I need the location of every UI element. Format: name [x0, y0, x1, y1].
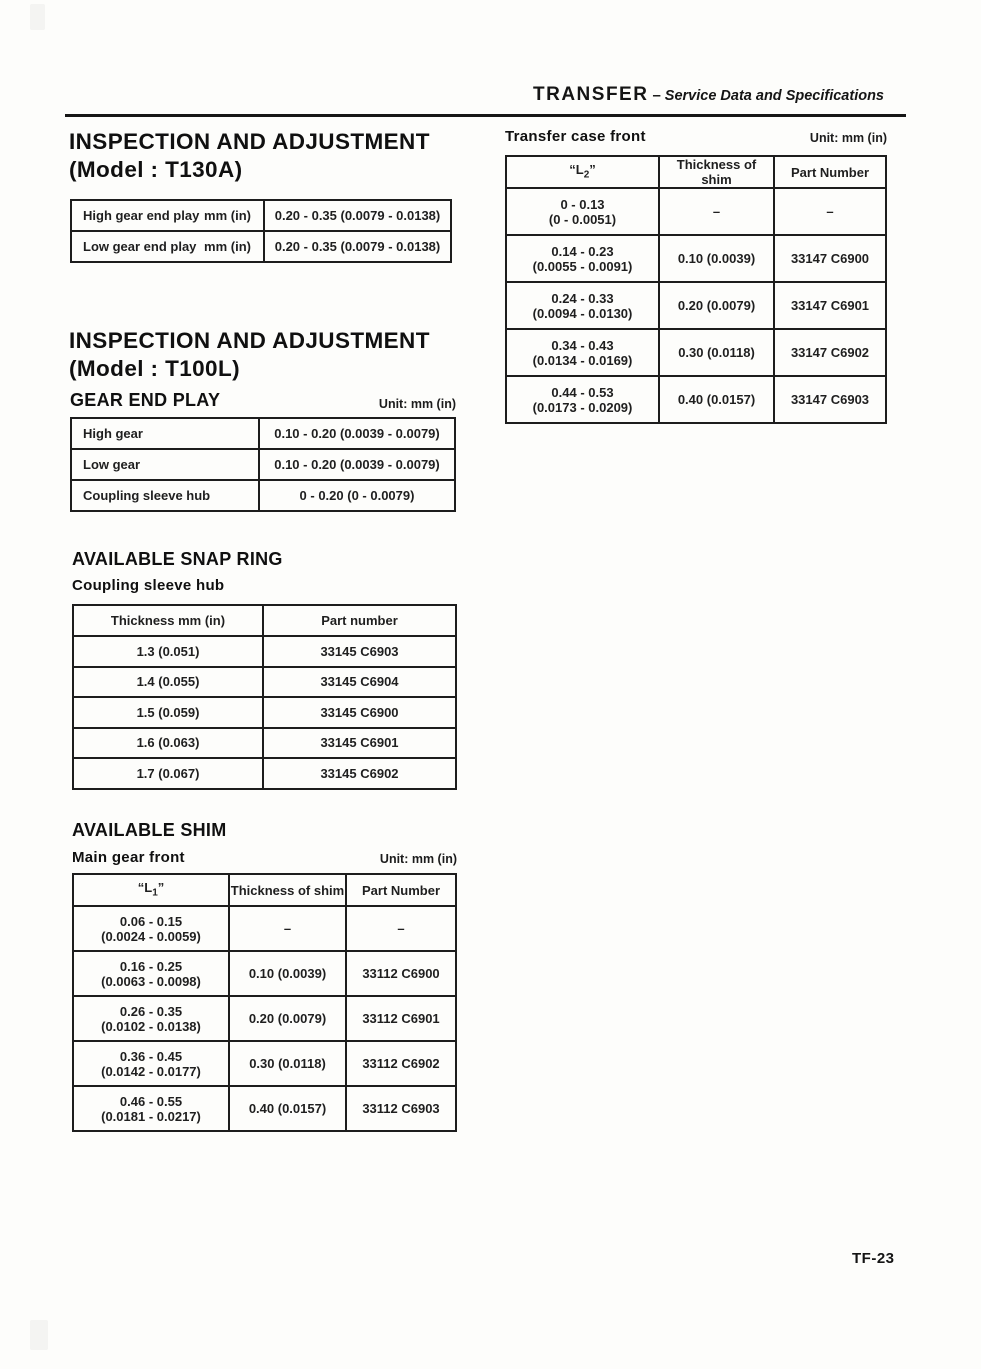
- cell-part: 33112 C6901: [346, 996, 456, 1041]
- column-header-thickness: Thickness of shim: [229, 874, 346, 906]
- snap-ring-subheading: Coupling sleeve hub: [72, 577, 225, 594]
- unit-label: Unit: mm (in): [809, 131, 887, 145]
- gear-end-play-header: [70, 390, 456, 411]
- cell-part: 33145 C6902: [263, 758, 456, 789]
- cell-part: 33112 C6902: [346, 1041, 456, 1086]
- t130a-end-play-table: [70, 199, 452, 263]
- table-header-row: [506, 156, 886, 188]
- table-row: [71, 418, 455, 449]
- section-heading-t130a: [69, 128, 469, 184]
- gear-end-play-heading: GEAR END PLAY: [70, 390, 221, 410]
- cell-part: 33112 C6900: [346, 951, 456, 996]
- snap-ring-table: [72, 604, 457, 790]
- page-header: [65, 84, 884, 106]
- table-row: [73, 697, 456, 728]
- snap-ring-heading: AVAILABLE SNAP RING: [72, 549, 283, 569]
- cell-range: 0.24 - 0.33 (0.0094 - 0.0130): [506, 282, 659, 329]
- header-title: TRANSFER: [533, 84, 649, 105]
- section-heading-line1: INSPECTION AND ADJUSTMENT: [69, 129, 430, 154]
- row-value: 0.20 - 0.35 (0.0079 - 0.0138): [264, 231, 451, 262]
- section-heading-line2: (Model : T100L): [69, 356, 241, 381]
- table-row: [71, 480, 455, 511]
- cell-part: 33147 C6901: [774, 282, 886, 329]
- cell-part: –: [774, 188, 886, 235]
- row-label: Coupling sleeve hub: [71, 480, 259, 511]
- table-header-row: [73, 874, 456, 906]
- cell-part: 33145 C6903: [263, 636, 456, 667]
- cell-range: 0.14 - 0.23 (0.0055 - 0.0091): [506, 235, 659, 282]
- cell-thickness: 1.3 (0.051): [73, 636, 263, 667]
- cell-thickness: 1.7 (0.067): [73, 758, 263, 789]
- table-row: [506, 235, 886, 282]
- table-row: [73, 1086, 456, 1131]
- cell-part: 33147 C6900: [774, 235, 886, 282]
- cell-range: 0.46 - 0.55 (0.0181 - 0.0217): [73, 1086, 229, 1131]
- row-label: Low gear end play: [83, 239, 197, 254]
- header-separator: –: [652, 87, 661, 104]
- cell-part: 33147 C6902: [774, 329, 886, 376]
- cell-thickness: 1.5 (0.059): [73, 697, 263, 728]
- transfer-case-front-header: [505, 128, 887, 145]
- cell-part: –: [346, 906, 456, 951]
- cell-thickness: 0.40 (0.0157): [229, 1086, 346, 1131]
- scan-artifact: [30, 4, 45, 30]
- table-row: [73, 906, 456, 951]
- cell-part: 33145 C6901: [263, 728, 456, 759]
- section-heading-line2: (Model : T130A): [69, 157, 243, 182]
- row-value: 0.20 - 0.35 (0.0079 - 0.0138): [264, 200, 451, 231]
- cell-range: 0.16 - 0.25 (0.0063 - 0.0098): [73, 951, 229, 996]
- column-header-part: Part Number: [774, 156, 886, 188]
- cell-range: 0 - 0.13 (0 - 0.0051): [506, 188, 659, 235]
- cell-thickness: 0.40 (0.0157): [659, 376, 774, 423]
- row-value: 0.10 - 0.20 (0.0039 - 0.0079): [259, 449, 455, 480]
- cell-range: 0.36 - 0.45 (0.0142 - 0.0177): [73, 1041, 229, 1086]
- shim-subheading: Main gear front: [72, 849, 185, 866]
- shim-heading: AVAILABLE SHIM: [72, 820, 227, 840]
- cell-thickness: 1.6 (0.063): [73, 728, 263, 759]
- row-value: 0.10 - 0.20 (0.0039 - 0.0079): [259, 418, 455, 449]
- cell-range: 0.34 - 0.43 (0.0134 - 0.0169): [506, 329, 659, 376]
- cell-part: 33112 C6903: [346, 1086, 456, 1131]
- cell-thickness: –: [659, 188, 774, 235]
- column-header-part: Part Number: [346, 874, 456, 906]
- cell-part: 33145 C6900: [263, 697, 456, 728]
- cell-thickness: 0.30 (0.0118): [229, 1041, 346, 1086]
- table-row: [71, 449, 455, 480]
- header-subtitle: Service Data and Specifications: [664, 88, 884, 104]
- table-row: [73, 951, 456, 996]
- table-row: [73, 1041, 456, 1086]
- column-header-thickness: Thickness mm (in): [73, 605, 263, 636]
- table-row: [73, 667, 456, 698]
- row-label: Low gear: [71, 449, 259, 480]
- cell-thickness: –: [229, 906, 346, 951]
- cell-range: 0.06 - 0.15 (0.0024 - 0.0059): [73, 906, 229, 951]
- column-header-l2: “$L_2$”: [506, 156, 659, 188]
- cell-range: 0.44 - 0.53 (0.0173 - 0.0209): [506, 376, 659, 423]
- unit-label: Unit: mm (in): [378, 397, 456, 411]
- section-heading-t100l: [69, 327, 469, 383]
- table-row: [506, 376, 886, 423]
- cell-thickness: 0.20 (0.0079): [229, 996, 346, 1041]
- cell-thickness: 0.10 (0.0039): [229, 951, 346, 996]
- footer-page-number: TF-23: [852, 1250, 895, 1267]
- shim-header: [72, 820, 457, 866]
- table-row: [73, 758, 456, 789]
- table-header-row: [73, 605, 456, 636]
- table-row: [73, 636, 456, 667]
- cell-thickness: 1.4 (0.055): [73, 667, 263, 698]
- cell-part: 33145 C6904: [263, 667, 456, 698]
- scan-artifact: [30, 1320, 48, 1350]
- table-row: [506, 188, 886, 235]
- column-header-l1: “$L_1$”: [73, 874, 229, 906]
- row-value: 0 - 0.20 (0 - 0.0079): [259, 480, 455, 511]
- table-row: [506, 282, 886, 329]
- row-unit: mm (in): [204, 239, 251, 254]
- cell-thickness: 0.20 (0.0079): [659, 282, 774, 329]
- snap-ring-header: [72, 549, 283, 594]
- transfer-case-front-heading: Transfer case front: [505, 128, 646, 145]
- cell-thickness: 0.10 (0.0039): [659, 235, 774, 282]
- table-row: [71, 231, 451, 262]
- table-row: [71, 200, 451, 231]
- main-gear-front-shim-table: [72, 873, 457, 1132]
- header-rule: [65, 114, 906, 117]
- section-heading-line1: INSPECTION AND ADJUSTMENT: [69, 328, 430, 353]
- unit-label: Unit: mm (in): [379, 852, 457, 866]
- table-row: [506, 329, 886, 376]
- row-label: High gear: [71, 418, 259, 449]
- gear-end-play-table: [70, 417, 456, 512]
- row-unit: mm (in): [204, 208, 251, 223]
- cell-thickness: 0.30 (0.0118): [659, 329, 774, 376]
- row-label: High gear end play: [83, 208, 200, 223]
- table-row: [73, 996, 456, 1041]
- cell-part: 33147 C6903: [774, 376, 886, 423]
- column-header-part: Part number: [263, 605, 456, 636]
- column-header-thickness: Thickness of shim: [659, 156, 774, 188]
- cell-range: 0.26 - 0.35 (0.0102 - 0.0138): [73, 996, 229, 1041]
- table-row: [73, 728, 456, 759]
- transfer-case-front-table: [505, 155, 887, 424]
